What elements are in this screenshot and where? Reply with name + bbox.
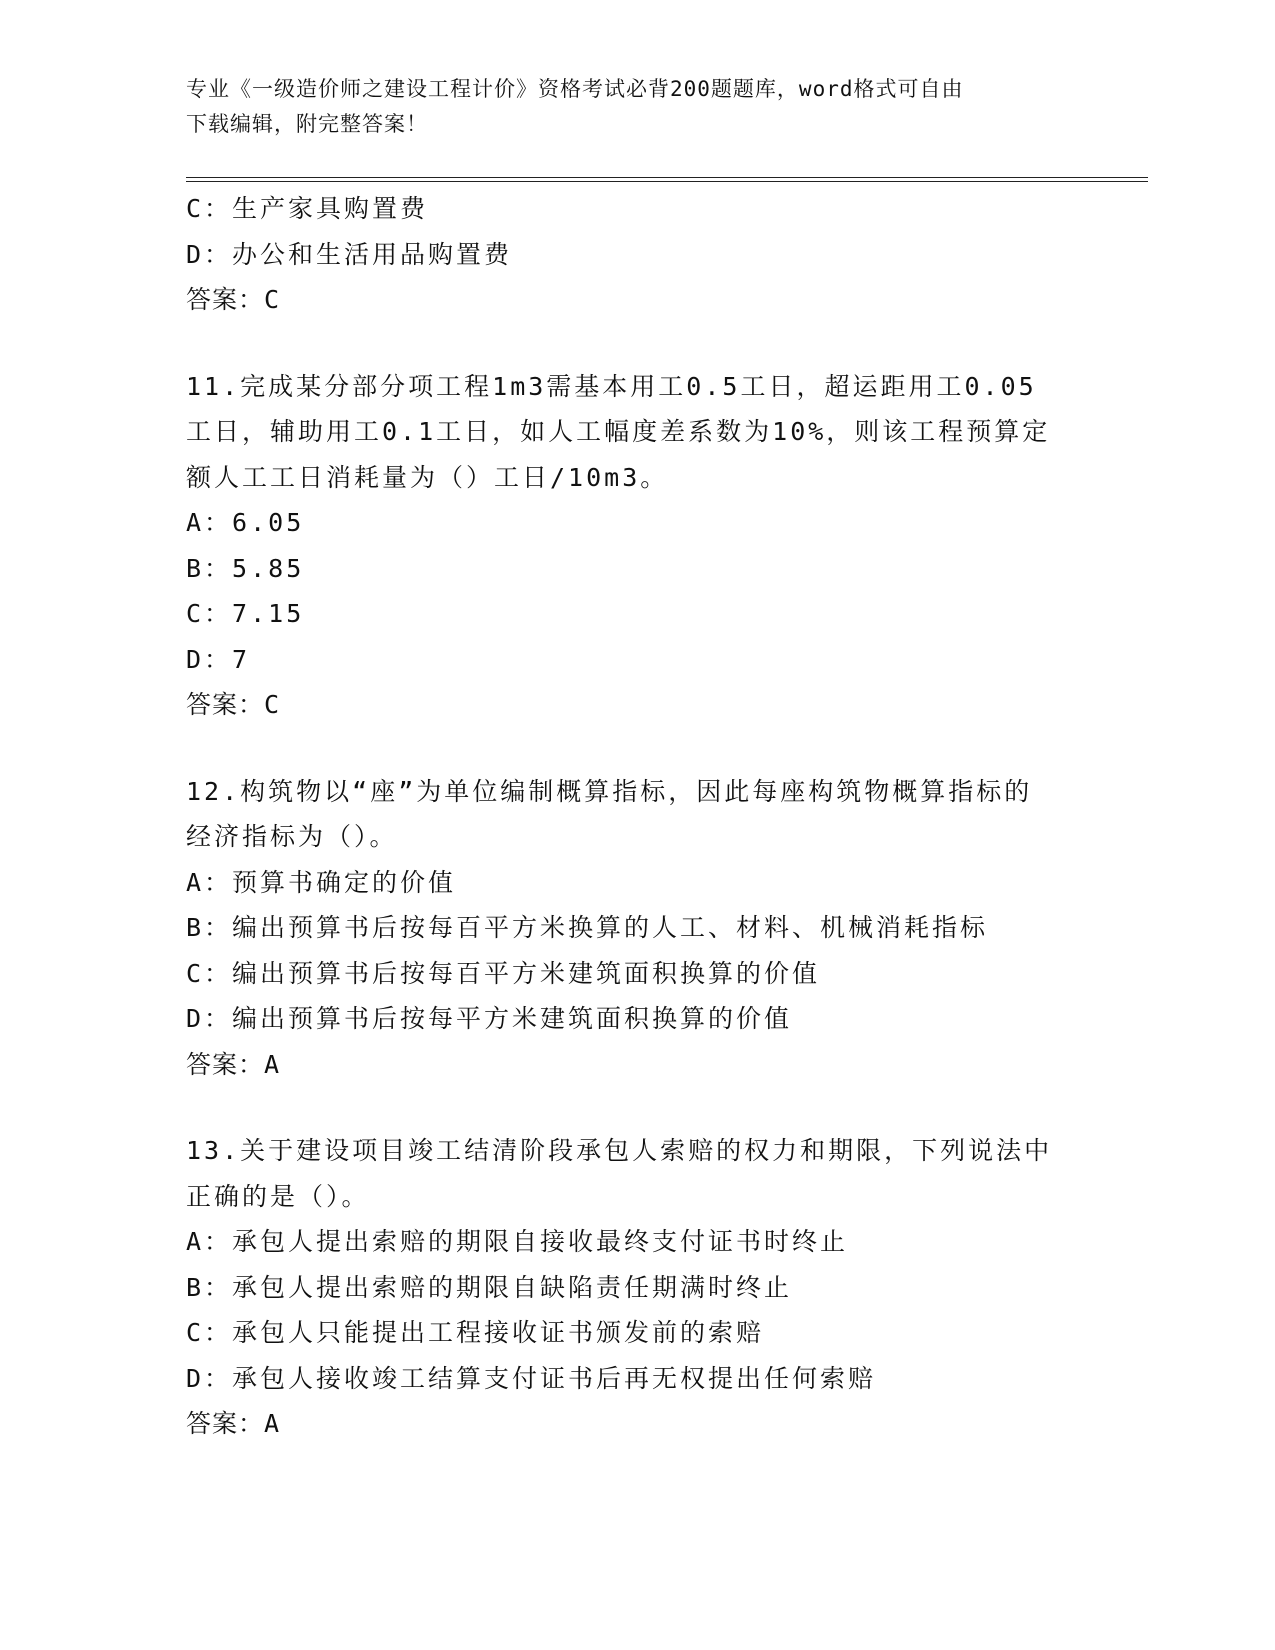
question-stem-line: 工日，辅助用工0.1工日，如人工幅度差系数为10%，则该工程预算定 xyxy=(186,417,1051,446)
answer: 答案：C xyxy=(186,285,281,314)
question-12 xyxy=(186,769,1086,1088)
question-stem-line: 经济指标为（）。 xyxy=(186,822,398,851)
answer: 答案：C xyxy=(186,690,281,719)
question-stem-line: 13.关于建设项目竣工结清阶段承包人索赔的权力和期限，下列说法中 xyxy=(186,1136,1053,1165)
question-stem-line: 额人工工日消耗量为（）工日/10m3。 xyxy=(186,462,669,492)
previous-question-fragment xyxy=(186,186,1086,323)
option-c: C：7.15 xyxy=(186,599,305,628)
option-d: D：办公和生活用品购置费 xyxy=(186,239,513,269)
option-a: A：6.05 xyxy=(186,508,305,537)
option-d: D：编出预算书后按每平方米建筑面积换算的价值 xyxy=(186,1004,793,1033)
option-d: D：承包人接收竣工结算支付证书后再无权提出任何索赔 xyxy=(186,1363,877,1393)
option-b: B：承包人提出索赔的期限自缺陷责任期满时终止 xyxy=(186,1272,793,1302)
answer: 答案：A xyxy=(186,1049,281,1079)
header-line-2: 下载编辑，附完整答案！ xyxy=(186,112,428,136)
header-divider-top xyxy=(186,177,1148,178)
question-13 xyxy=(186,1128,1086,1447)
option-d: D：7 xyxy=(186,644,251,674)
document-body xyxy=(186,186,1086,1447)
option-a: A：预算书确定的价值 xyxy=(186,867,457,897)
option-c: C：生产家具购置费 xyxy=(186,194,429,223)
document-header xyxy=(186,72,1086,142)
answer: 答案：A xyxy=(186,1409,281,1438)
option-b: B：编出预算书后按每百平方米换算的人工、材料、机械消耗指标 xyxy=(186,913,989,942)
header-line-1: 专业《一级造价师之建设工程计价》资格考试必背200题题库，word格式可自由 xyxy=(186,77,964,101)
option-b: B：5.85 xyxy=(186,553,305,583)
option-c: C：承包人只能提出工程接收证书颁发前的索赔 xyxy=(186,1318,765,1347)
header-divider-bottom xyxy=(186,181,1148,182)
option-a: A：承包人提出索赔的期限自接收最终支付证书时终止 xyxy=(186,1227,849,1256)
question-11 xyxy=(186,364,1086,728)
question-stem-line: 12.构筑物以“座”为单位编制概算指标，因此每座构筑物概算指标的 xyxy=(186,776,1033,806)
question-stem-line: 正确的是（）。 xyxy=(186,1181,370,1211)
option-c: C：编出预算书后按每百平方米建筑面积换算的价值 xyxy=(186,958,821,988)
question-stem-line: 11.完成某分部分项工程1m3需基本用工0.5工日，超运距用工0.05 xyxy=(186,371,1037,401)
